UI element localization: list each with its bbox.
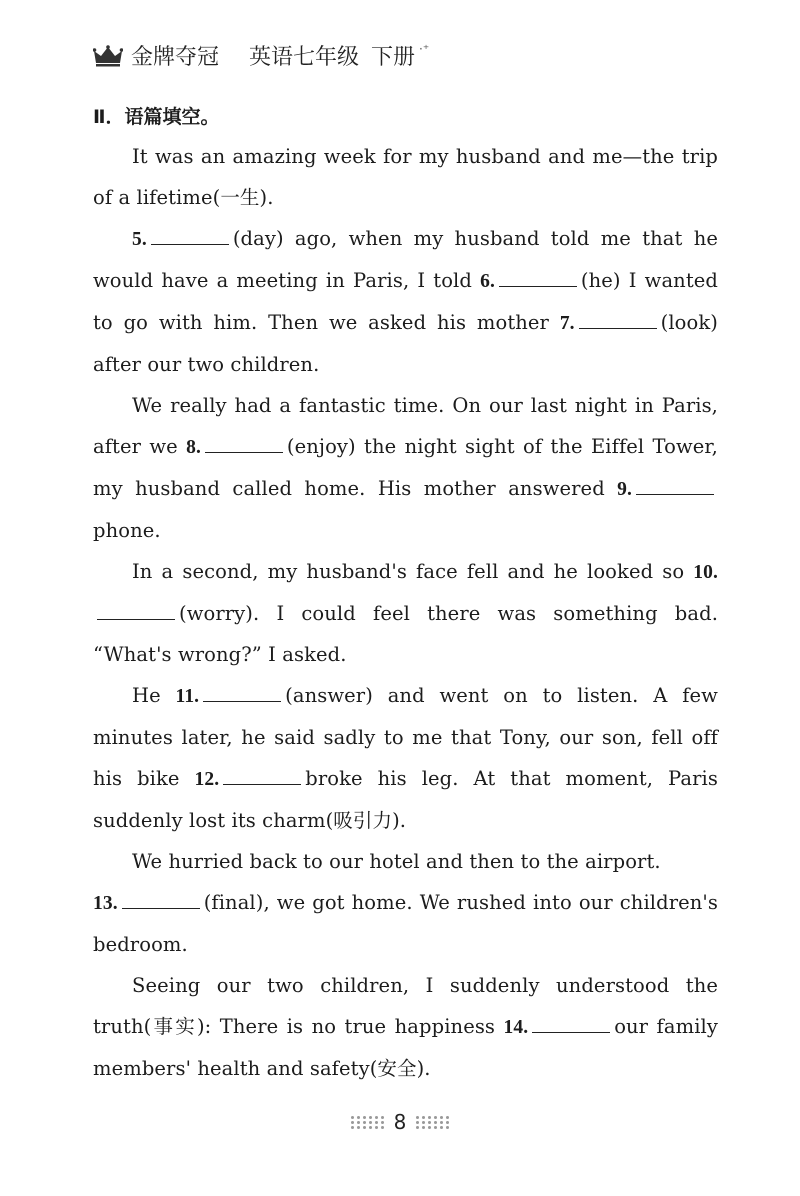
volume-label: 下册 [371,45,416,70]
answer-blank[interactable] [532,1031,610,1033]
crown-icon [93,45,123,67]
question-number: 12. [194,769,220,790]
question-number: 7. [559,313,575,334]
question-number: 11. [175,686,200,707]
question-number: 10. [693,562,718,583]
paragraph-3: We really had a fantastic time. On our last night in Paris, after we 8. (enjoy) the night sight of the Eiffel Tower, my husband called home. His mother answered 9.phone. [93,394,718,542]
answer-blank[interactable] [122,907,200,909]
question-number: 8. [186,437,201,458]
answer-blank[interactable] [636,493,714,495]
subject-label: 英语七年级 [249,45,360,70]
question-number: 13. [93,893,118,914]
answer-blank[interactable] [223,783,301,785]
paragraph-1: It was an amazing week for my husband and me—the trip of a lifetime(一生). [93,145,718,209]
page-number: 8 [393,1110,407,1134]
paragraph-5: He 11. (answer) and went on to listen. A few minutes later, he said sadly to me that Tony, our son, fell off his bike 12. broke his leg. At that moment, Paris suddenly lost its charm(吸引力). [93,684,718,832]
question-number: 14. [503,1017,529,1038]
section-title: Ⅱ．语篇填空。 [93,106,220,128]
header-decoration: ·⁺ [419,41,430,56]
paragraph-6: We hurried back to our hotel and then to the airport. [132,850,661,873]
answer-blank[interactable] [203,700,281,702]
dot-pattern-right-icon [416,1116,449,1129]
paragraph-7: 13. (final), we got home. We rushed into our children's bedroom. [93,891,718,956]
paragraph-2: 5. (day) ago, when my husband told me that he would have a meeting in Paris, I told 6. (he) I wanted to go with him. Then we asked his mother 7. (look) after our two children. [93,227,718,376]
paragraph-8: Seeing our two children, I suddenly understood the truth(事实): There is no true happiness 14. our family members' health and safety(安全). [93,974,718,1080]
paragraph-4: In a second, my husband's face fell and he looked so 10.(worry). I could feel there was something bad. “What's wrong?” I asked. [93,560,718,666]
answer-blank[interactable] [97,618,175,620]
passage [93,136,718,1089]
question-number: 9. [617,479,632,500]
page-footer [0,1110,800,1134]
dot-pattern-left-icon [351,1116,384,1129]
question-number: 5. [132,229,147,250]
answer-blank[interactable] [151,243,229,245]
answer-blank[interactable] [499,285,577,287]
brand-title: 金牌夺冠 [131,45,220,70]
page-header [93,40,429,71]
answer-blank[interactable] [205,451,283,453]
answer-blank[interactable] [579,327,657,329]
question-number: 6. [480,271,495,292]
